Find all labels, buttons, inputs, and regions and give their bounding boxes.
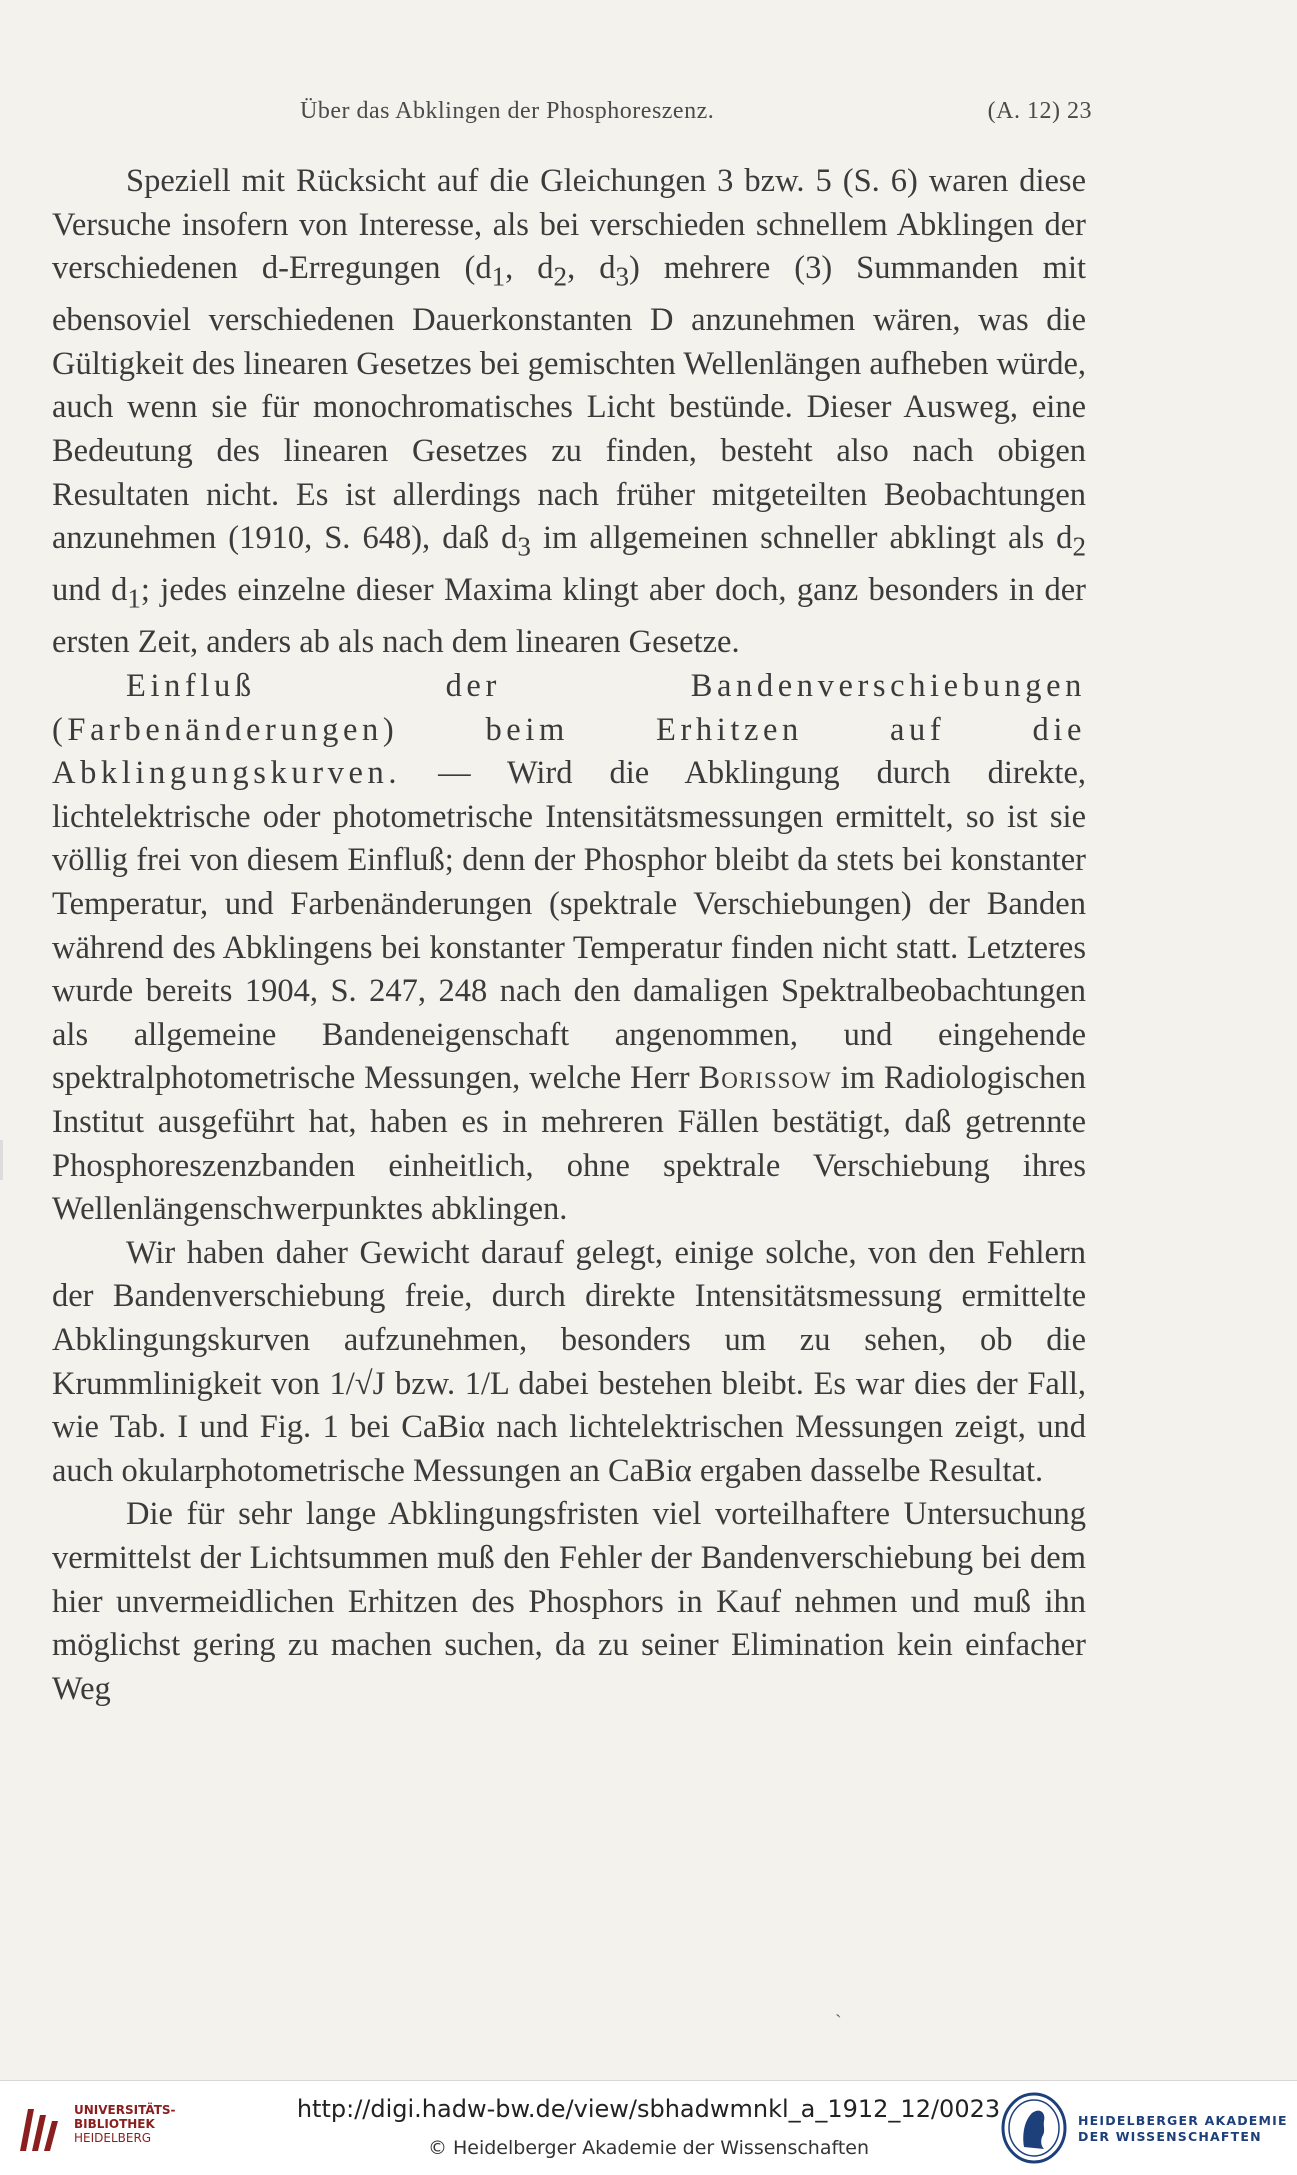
university-library-name: UNIVERSITÄTS- BIBLIOTHEK HEIDELBERG <box>74 2103 176 2145</box>
stray-mark: ˏ <box>835 1996 842 2018</box>
paragraph-3: Wir haben daher Gewicht darauf gelegt, einige solche, von den Fehlern der Bandenverschiebung freie, durch direkte Intensitätsmessung ermittelte Abklingungskurven aufzunehmen, besonders um zu sehen, ob die Krummlinigkeit von 1/√J bzw. 1/L dabei bestehen bleibt. Es war dies der Fall, wie Tab. I und Fig. 1 bei CaBiα nach lichtelektrischen Messungen zeigt, und auch okularphotometrische Messungen an CaBiα ergaben dasselbe Resultat. <box>52 1234 1086 1489</box>
scan-edge-mark <box>0 1140 3 1180</box>
section-heading: Einfluß der Bandenverschiebungen (Farbenänderungen) beim Erhitzen auf die Abklingungskurven. <box>52 668 1086 792</box>
permalink-url[interactable]: http://digi.hadw-bw.de/view/sbhadwmnkl_a_1912_12/0023 <box>296 2095 1001 2123</box>
page-number: (A. 12) 23 <box>987 98 1092 124</box>
paragraph-2: Einfluß der Bandenverschiebungen (Farbenänderungen) beim Erhitzen auf die Abklingungskurven. — Wird die Abklingung durch direkte, lichtelektrische oder photometrische Intensitätsmessungen ermittelt, so ist sie völlig frei von diesem Einfluß; denn der Phosphor bleibt da stets bei konstanter Temperatur, und Farbenänderungen (spektrale Verschiebungen) der Banden während des Abklingens bei konstanter Temperatur finden nicht statt. Letzteres wurde bereits 1904, S. 247, 248 nach den damaligen Spektralbeobachtungen als allgemeine Bandeneigenschaft angenommen, und eingehende spektralphotometrische Messungen, welche Herr Borissow im Radiologischen Institut ausgeführt hat, haben es in mehreren Fällen bestätigt, daß getrennte Phosphoreszenzbanden einheitlich, ohne spektrale Verschiebung ihres Wellenlängenschwerpunktes abklingen. <box>52 668 1087 1228</box>
body-text <box>52 160 1086 1711</box>
paragraph-1: Speziell mit Rücksicht auf die Gleichungen 3 bzw. 5 (S. 6) waren diese Versuche insofern von Interesse, als bei verschieden schnellem Abklingen der verschiedenen d-Erregungen ($d_1$, $d_2$, $d_3$) mehrere (3) Summanden mit ebensoviel verschiedenen Dauerkonstanten D anzunehmen wären, was die Gültigkeit des linearen Gesetzes bei gemischten Wellenlängen aufheben würde, auch wenn sie für monochromatisches Licht bestünde. Dieser Ausweg, eine Bedeutung des linearen Gesetzes zu finden, besteht also nach obigen Resultaten nicht. Es ist allerdings nach früher mitgeteilten Beobachtungen anzunehmen (1910, S. 648), daß $d_3$ im allgemeinen schneller abklingt als $d_2$ und $d_1$; jedes einzelne dieser Maxima klingt aber doch, ganz besonders in der ersten Zeit, anders ab als nach dem linearen Gesetze. <box>52 163 1086 661</box>
copyright-notice: © Heidelberger Akademie der Wissenschaften <box>427 2137 870 2159</box>
footer-bar <box>0 2080 1297 2175</box>
academy-seal-icon <box>1000 2091 1068 2165</box>
paragraph-4: Die für sehr lange Abklingungsfristen viel vorteilhaftere Untersuchung vermittelst der Lichtsummen muß den Fehler der Bandenverschiebung bei dem hier unvermeidlichen Erhitzen des Phosphors in Kauf nehmen und muß ihn möglichst gering zu machen suchen, da zu seiner Elimination kein einfacher Weg <box>52 1496 1086 1707</box>
person-name: Borissow <box>698 1060 832 1097</box>
running-title: Über das Abklingen der Phosphoreszenz. <box>300 98 715 124</box>
academy-name: HEIDELBERGER AKADEMIE DER WISSENSCHAFTEN <box>1078 2113 1288 2144</box>
